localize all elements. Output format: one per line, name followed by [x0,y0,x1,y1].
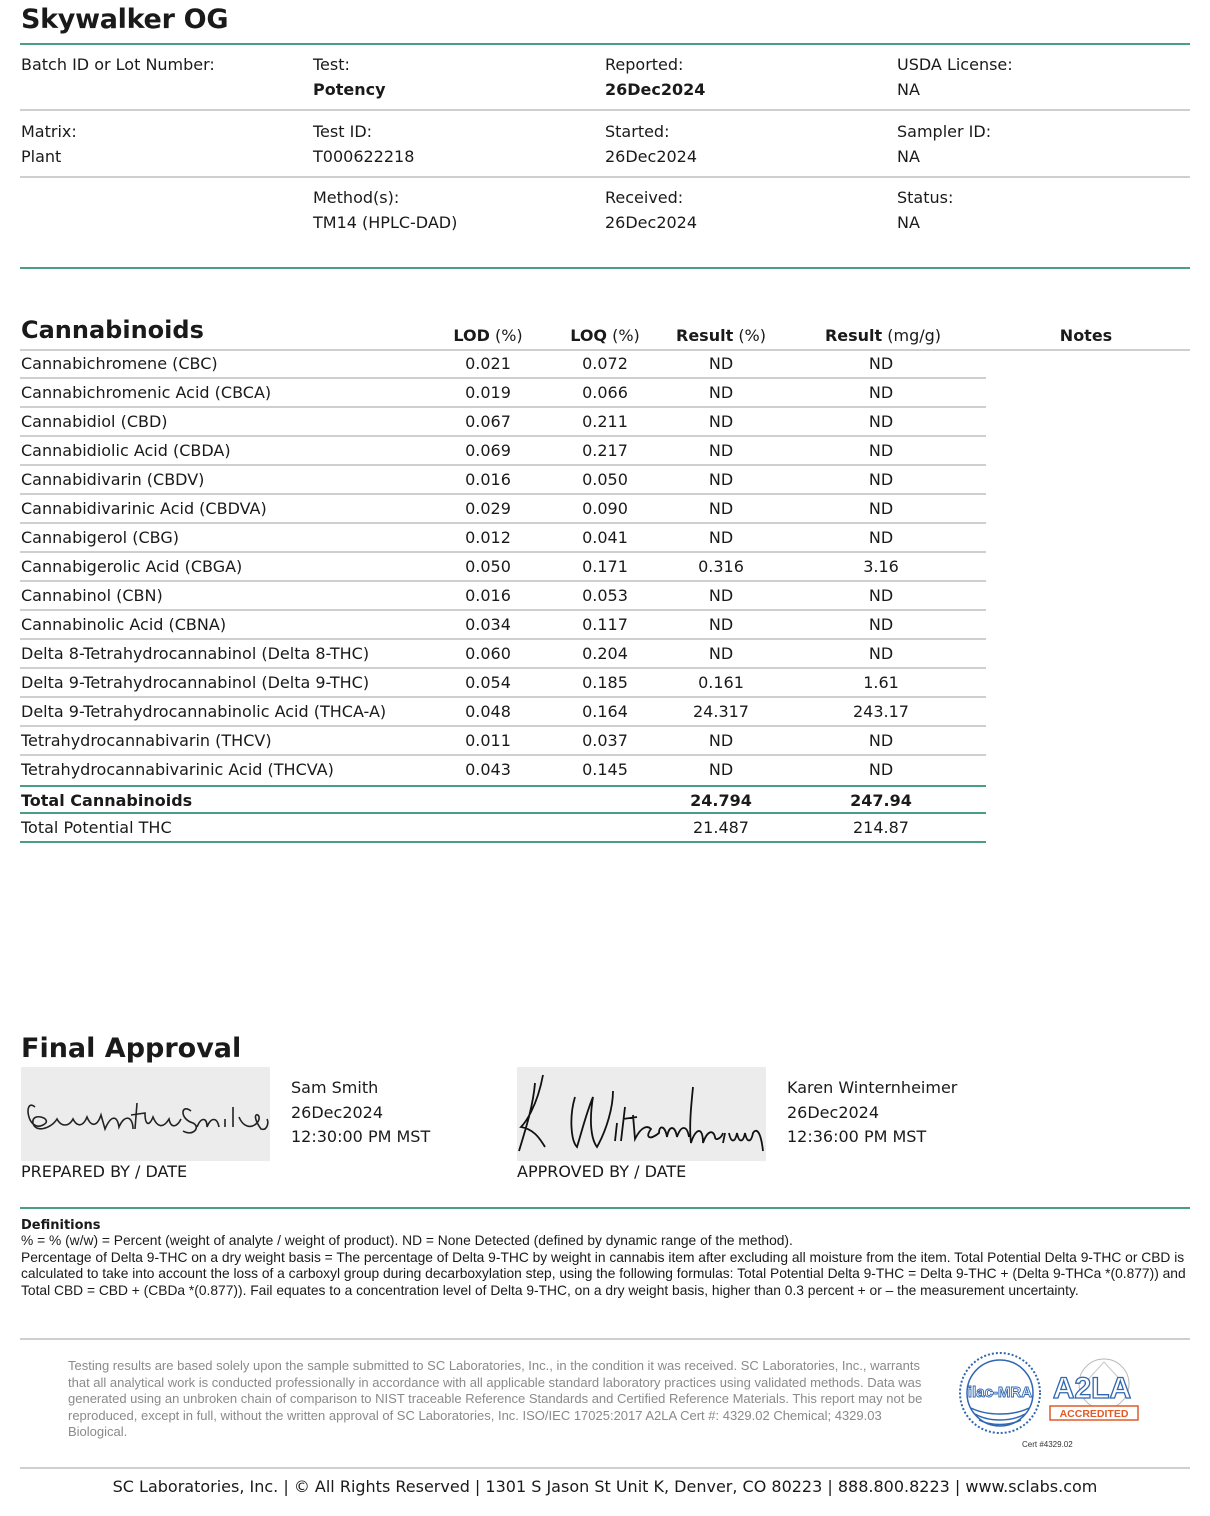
approved-signature [517,1067,766,1161]
table-row [20,756,986,785]
total-cannabinoids-row [20,785,986,814]
row-result-mg: ND [868,441,894,460]
prepared-time: 12:30:00 PM MST [291,1127,431,1146]
reported-value: 26Dec2024 [605,80,706,99]
row-result-pct: ND [708,731,734,750]
lod-header-unit: (%) [494,326,523,345]
approved-info [787,1076,957,1150]
started-label: Started: [605,122,670,141]
batch-cell [21,52,215,77]
status-label: Status: [897,188,954,207]
title-divider [20,43,1190,45]
table-row [20,553,986,582]
total-result-pct: 24.794 [690,791,752,810]
row-result-mg: ND [868,760,894,779]
received-cell [605,185,697,235]
row-result-pct: 0.316 [698,557,744,576]
sampler-label: Sampler ID: [897,122,992,141]
row-name: Delta 9-Tetrahydrocannabinolic Acid (THCA-A) [21,702,387,721]
row-result-mg: 243.17 [853,702,909,721]
row-lod: 0.016 [465,586,511,605]
approved-caption: APPROVED BY / DATE [517,1162,687,1181]
definitions-title: Definitions [21,1218,101,1233]
table-row [20,640,986,669]
potential-name: Total Potential THC [21,818,172,837]
received-value: 26Dec2024 [605,213,698,232]
row-loq: 0.090 [582,499,628,518]
reported-label: Reported: [605,55,684,74]
row-lod: 0.067 [465,412,511,431]
table-row [20,524,986,553]
row-result-mg: ND [868,383,894,402]
a2la-logo [1046,1356,1142,1426]
row-result-pct: ND [708,470,734,489]
row-loq: 0.185 [582,673,628,692]
row-result-mg: ND [868,586,894,605]
row-result-mg: 1.61 [863,673,899,692]
method-value: TM14 (HPLC-DAD) [313,213,458,232]
table-row [20,698,986,727]
row-result-pct: ND [708,383,734,402]
table-row [20,437,986,466]
row-result-pct: ND [708,586,734,605]
method-label: Method(s): [313,188,400,207]
cert-number-small: Cert #4329.02 [1022,1440,1073,1449]
matrix-cell [21,119,77,169]
row-lod: 0.021 [465,354,511,373]
row-name: Delta 8-Tetrahydrocannabinol (Delta 8-THC) [21,644,370,663]
result-pct-header-unit: (%) [738,326,766,345]
table-row [20,379,986,408]
table-row [20,582,986,611]
row-result-mg: ND [868,354,894,373]
prepared-date: 26Dec2024 [291,1102,384,1122]
a2la-icon [1046,1356,1142,1426]
row-loq: 0.145 [582,760,628,779]
matrix-label: Matrix: [21,122,77,141]
row-loq: 0.171 [582,557,628,576]
notes-header [1036,326,1136,345]
row-result-pct: ND [708,499,734,518]
approved-name: Karen Winternheimer [787,1078,958,1097]
row-result-pct: 24.317 [693,702,749,721]
row-loq: 0.117 [582,615,628,634]
row-lod: 0.050 [465,557,511,576]
usda-cell [897,52,1013,102]
batch-label: Batch ID or Lot Number: [21,55,215,74]
status-cell [897,185,953,235]
approved-date: 26Dec2024 [787,1102,880,1122]
row-loq: 0.217 [582,441,628,460]
row-name: Tetrahydrocannabivarinic Acid (THCVA) [21,760,334,779]
approval-divider [20,1207,1190,1209]
testid-cell [313,119,414,169]
definitions-line-2: Percentage of Delta 9-THC on a dry weight basis = The percentage of Delta 9-THC by weight in cannabis item after excluding all moisture from the item. Total Potential Delta 9-THC or CBD is calculated to take into account the loss of a carboxyl group during decarboxylation step, using the following formulas: Total Potential Delta 9-THC = Delta 9-THC + (Delta 9-THCa *(0.877)) and Total CBD = CBD + (CBDa *(0.877)). Fail equates to a concentration level of Delta 9-THC, on a dry weight basis, higher than 0.3 percent + or – the measurement uncertainty. [21,1249,1186,1298]
usda-value: NA [897,80,920,99]
table-row [20,466,986,495]
row-name: Cannabinol (CBN) [21,586,163,605]
row-name: Cannabichromene (CBC) [21,354,218,373]
row-result-pct: ND [708,354,734,373]
info-bottom-divider [20,267,1190,269]
row-result-pct: ND [708,644,734,663]
row-result-mg: ND [868,499,894,518]
footer-text: SC Laboratories, Inc. | © All Rights Reserved | 1301 S Jason St Unit K, Denver, CO 80223 | 888.800.8223 | www.sclabs.com [112,1477,1098,1496]
row-result-mg: ND [868,470,894,489]
total-potential-thc-row [20,814,986,843]
disclaimer-text: Testing results are based solely upon the sample submitted to SC Laboratories, Inc., in the condition it was received. SC Laboratories, Inc., warrants that all analytical work is conducted professionally in accordance with all applicable standard laboratory practices using validated methods. Data was generated using an unbroken chain of comparison to NIST traceable Reference Standards and Certified Reference Materials. This report may not be reproduced, except in full, without the written approval of SC Laboratories, Inc. ISO/IEC 17025:2017 A2LA Cert #: 4329.02 Chemical; 4329.03 Biological. [68,1358,923,1439]
info-divider-1 [20,109,1190,111]
prepared-signature-drawing [21,1067,270,1161]
total-result-mg: 247.94 [850,791,912,810]
row-name: Cannabinolic Acid (CBNA) [21,615,227,634]
row-name: Tetrahydrocannabivarin (THCV) [21,731,272,750]
matrix-value: Plant [21,147,62,166]
potential-result-pct: 21.487 [693,818,749,837]
loq-header [550,326,660,345]
row-result-mg: ND [868,644,894,663]
accredited-text: ACCREDITED [1059,1408,1129,1420]
row-lod: 0.012 [465,528,511,547]
row-lod: 0.016 [465,470,511,489]
usda-label: USDA License: [897,55,1013,74]
potential-result-mg: 214.87 [853,818,909,837]
info-divider-2 [20,176,1190,178]
row-name: Cannabigerolic Acid (CBGA) [21,557,243,576]
row-loq: 0.053 [582,586,628,605]
test-cell [313,52,386,102]
sampler-value: NA [897,147,920,166]
prepared-name: Sam Smith [291,1078,379,1097]
row-result-pct: ND [708,760,734,779]
row-loq: 0.066 [582,383,628,402]
testid-value: T000622218 [313,147,415,166]
approved-signature-drawing [517,1067,766,1161]
row-lod: 0.011 [465,731,511,750]
table-row [20,669,986,698]
method-cell [313,185,457,235]
ilac-mra-icon [957,1350,1043,1436]
row-name: Delta 9-Tetrahydrocannabinol (Delta 9-THC) [21,673,370,692]
lod-header-label: LOD [453,326,490,345]
row-name: Cannabichromenic Acid (CBCA) [21,383,272,402]
approved-time: 12:36:00 PM MST [787,1127,927,1146]
table-row [20,350,986,379]
row-loq: 0.072 [582,354,628,373]
footer-divider [20,1467,1190,1469]
lod-header [433,326,543,345]
final-approval-title: Final Approval [21,1033,242,1064]
table-row [20,495,986,524]
test-label: Test: [313,55,350,74]
ilac-mra-logo [957,1350,1043,1436]
table-row [20,611,986,640]
reported-cell [605,52,705,102]
row-lod: 0.019 [465,383,511,402]
result-mg-header-label: Result [824,326,883,345]
definitions-line-1: % = % (w/w) = Percent (weight of analyte / weight of product). ND = None Detected (defined by dynamic range of the method). [21,1233,793,1248]
row-name: Cannabigerol (CBG) [21,528,179,547]
loq-header-label: LOQ [570,326,608,345]
row-loq: 0.204 [582,644,628,663]
row-result-pct: 0.161 [698,673,744,692]
sampler-cell [897,119,991,169]
result-mg-header [808,326,958,345]
row-lod: 0.060 [465,644,511,663]
row-loq: 0.164 [582,702,628,721]
row-lod: 0.043 [465,760,511,779]
row-result-mg: ND [868,615,894,634]
row-result-mg: ND [868,528,894,547]
received-label: Received: [605,188,684,207]
row-lod: 0.029 [465,499,511,518]
row-loq: 0.041 [582,528,628,547]
prepared-info [291,1076,430,1150]
definitions-body [21,1233,1191,1299]
started-cell [605,119,697,169]
row-lod: 0.069 [465,441,511,460]
row-result-pct: ND [708,528,734,547]
row-result-pct: ND [708,441,734,460]
result-pct-header [656,326,786,345]
a2la-text: A2LA [1052,1372,1132,1405]
row-lod: 0.048 [465,702,511,721]
status-value: NA [897,213,920,232]
row-lod: 0.054 [465,673,511,692]
cannabinoids-table [20,350,986,843]
cannabinoids-title: Cannabinoids [21,316,204,344]
row-loq: 0.037 [582,731,628,750]
result-pct-header-label: Result [676,326,734,345]
ilac-mra-text: ilac-MRA [967,1384,1033,1401]
row-loq: 0.050 [582,470,628,489]
table-row [20,408,986,437]
row-lod: 0.034 [465,615,511,634]
testid-label: Test ID: [313,122,373,141]
prepared-signature [21,1067,270,1161]
row-result-pct: ND [708,615,734,634]
total-name: Total Cannabinoids [21,791,193,810]
row-name: Cannabidivarin (CBDV) [21,470,205,489]
row-name: Cannabidivarinic Acid (CBDVA) [21,499,267,518]
result-mg-header-unit: (mg/g) [887,326,942,345]
definitions-divider [20,1338,1190,1340]
row-loq: 0.211 [582,412,628,431]
notes-header-label: Notes [1059,326,1113,345]
table-row [20,727,986,756]
row-result-mg: ND [868,731,894,750]
page-title: Skywalker OG [21,4,229,35]
started-value: 26Dec2024 [605,147,698,166]
test-value: Potency [313,80,386,99]
row-result-mg: 3.16 [863,557,899,576]
row-result-pct: ND [708,412,734,431]
row-result-mg: ND [868,412,894,431]
row-name: Cannabidiol (CBD) [21,412,168,431]
row-name: Cannabidiolic Acid (CBDA) [21,441,231,460]
loq-header-unit: (%) [612,326,640,345]
prepared-caption: PREPARED BY / DATE [21,1162,188,1181]
